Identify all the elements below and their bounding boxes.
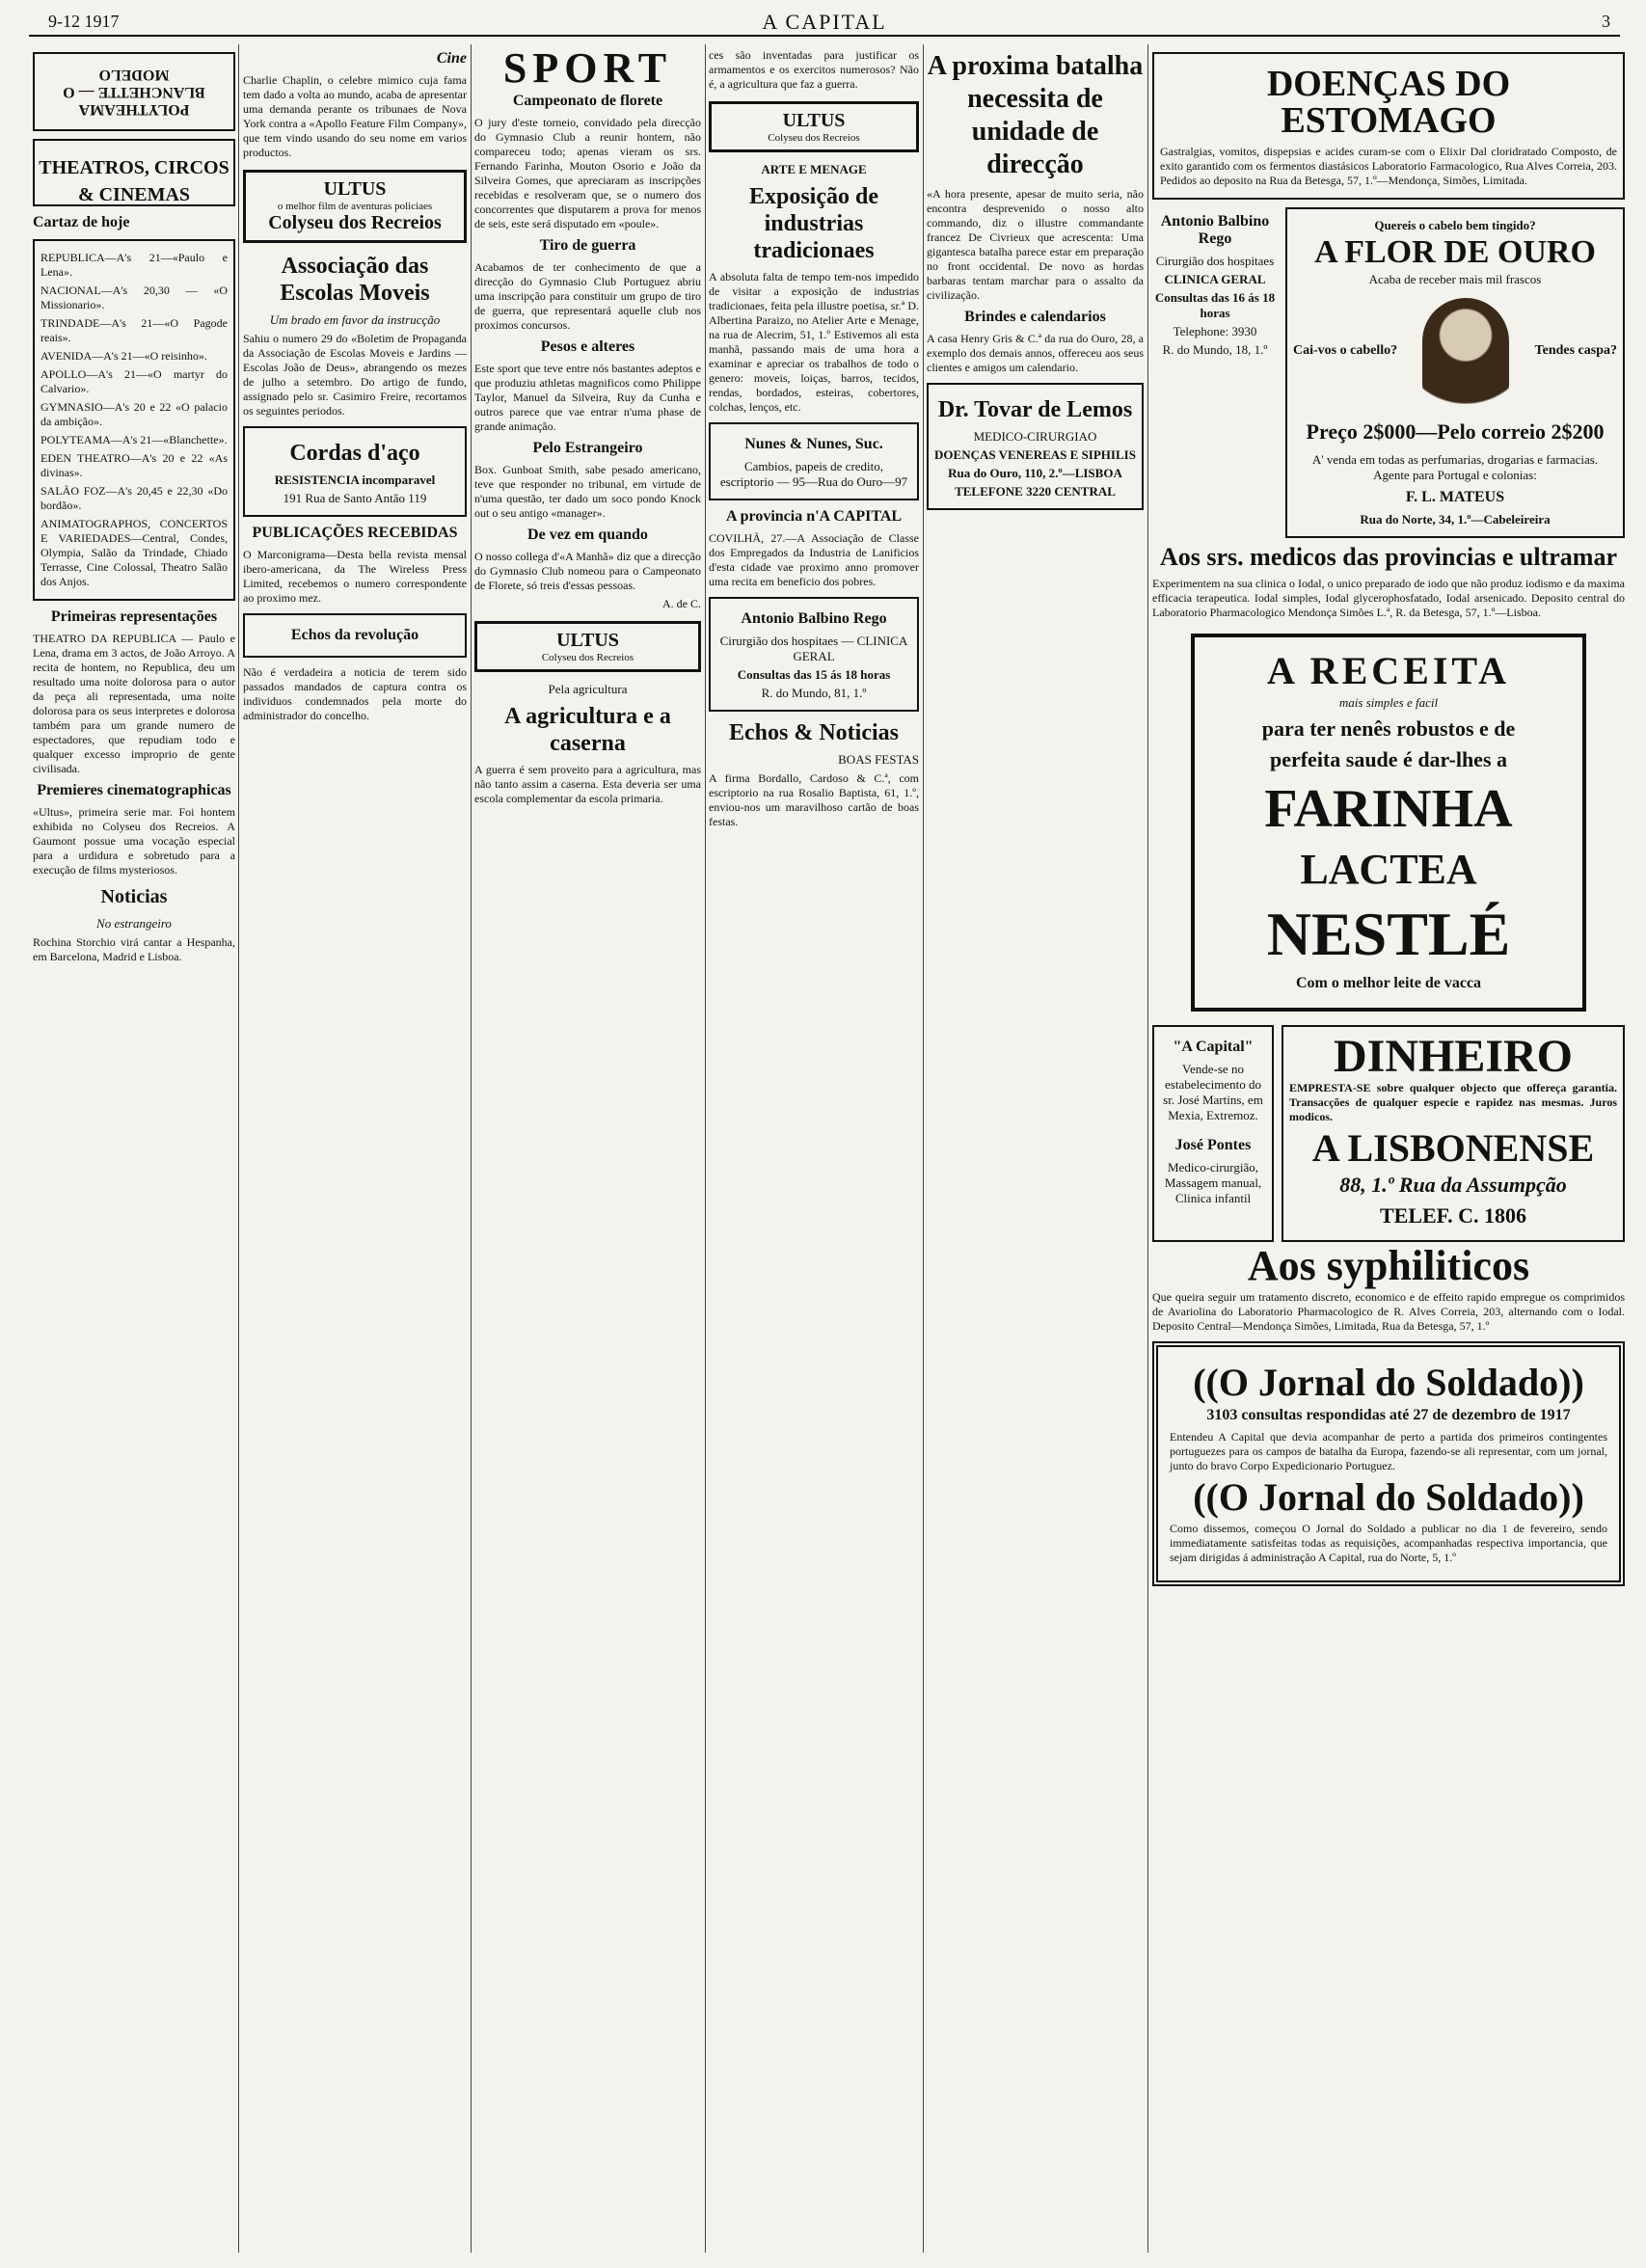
estrangeiro-heading: Pelo Estrangeiro [532,440,643,456]
page-number: 3 [1602,12,1610,31]
echos-heading: Echos & Noticias [729,720,899,745]
cordas-subtitle: RESISTENCIA incomparavel [274,472,436,487]
soldado-title-2: ((O Jornal do Soldado)) [1193,1475,1584,1519]
column-2 [243,44,467,2253]
signature: A. de C. [662,597,701,610]
tovar-address: Rua do Ouro, 110, 2.º—LISBOA [948,466,1122,480]
balbino-side-clinic: CLINICA GERAL [1164,272,1266,286]
listing-item: SALÃO FOZ—A's 20,45 e 22,30 «Do bordão». [40,484,228,512]
estomago-text: Gastralgias, vomitos, dispepsias e acides curam-se com o Elixir Dal cloridratado Composto, de exito garantido com os fermentos diastásicos Laboratorio Farmacologico, Rua Alves Correia, 203. Pedidos ao deposito na Rua da Betesga, 57, 1.º—Mendonça, Simões, Limitada. [1160,145,1617,187]
listing-item: TRINDADE—A's 21—«O Pagode reais». [40,316,228,344]
theatres-title: THEATROS, CIRCOS & CINEMAS [39,157,229,205]
tovar-subtitle: MEDICO-CIRURGIAO [973,429,1097,444]
estomago-title: DOENÇAS DO ESTOMAGO [1266,64,1511,141]
column-rule [705,44,706,2253]
syphiliticos-text: Que queira seguir um tratamento discreto, economico e de effeito rapido empregue os comprimidos de Avariolina do Laboratorio Pharmacologico de R. Alves Correia, 203, alternando com o Iodal. Deposito Central—Mendonça Simões, Limitada, Rua da Betesga, 57, 1.º [1152,1290,1625,1333]
batalha-title: A proxima batalha necessita de unidade de direcção [927,51,1144,179]
publicacoes-heading: PUBLICAÇÕES RECEBIDAS [252,525,458,541]
nunes-title: Nunes & Nunes, Suc. [744,436,883,452]
echos-revolucao-box [243,613,467,658]
nunes-subtitle: Cambios, papeis de credito, escriptorio — 95—Rua do Ouro—97 [719,459,908,489]
top-text: ces são inventadas para justificar os armamentos e os exercitos numerosos? Não é, a agricultura que faz a guerra. [709,48,919,91]
balbino-hours: Consultas das 15 ás 18 horas [737,667,891,682]
ultus-ad [243,170,467,243]
flor-left-text: Cai-vos o cabello? [1293,343,1398,358]
tiro-text: Acabamos de ter conhecimento de que a direcção do Gymnasio Club Portuguez abriu uma inscripção para constituir um grupo de tiro de guerra, que representará aquelle club nos proximos concursos. [474,260,701,332]
pontes-subtitle: Medico-cirurgião, Massagem manual, Clinica infantil [1164,1160,1262,1205]
column-6 [1152,44,1625,2253]
flor-subtitle: Acaba de receber mais mil frascos [1368,272,1542,286]
pontes-name: José Pontes [1174,1137,1252,1153]
theatres-banner [33,139,235,206]
agric-heading: Pela agricultura [548,682,628,696]
flor-address: Rua do Norte, 34, 1.º—Cabeleireira [1360,512,1551,526]
ultus-note: o melhor film de aventuras policiaes [277,201,433,212]
soldado-title: ((O Jornal do Soldado)) [1193,1361,1584,1404]
noticias-heading: Noticias [100,886,168,907]
flor-row [1152,207,1625,538]
devez-heading: De vez em quando [527,526,648,543]
woman-portrait-icon [1422,298,1509,404]
tiro-heading: Tiro de guerra [539,237,636,254]
balbino-address: R. do Mundo, 81, 1.º [761,686,867,700]
dinheiro-text: EMPRESTA-SE sobre qualquer objecto que offereça garantia. Transacções de qualquer especie e rapidez nas mesmas. Juros modicos. [1289,1081,1617,1123]
page-header [29,8,1620,37]
expo-text: A absoluta falta de tempo tem-nos impedido de visitar a exposição de industrias tradicionaes, feita pela illustre poetisa, sr.ª D. Albertina Paraizo, no Atelier Arte e Menage, na rua de Alecrim, 51, 1.º Estivemos ali esta manhã, passando mais de uma hora a examinar e apreciar os trabalhos de todo o genero: moveis, loiças, barros, tecidos, rendas, bordados, esteiras, cobertores, colchas, lenços, etc. [709,270,919,414]
listing-item: AVENIDA—A's 21—«O reisinho». [40,349,207,363]
primeiras-text: THEATRO DA REPUBLICA — Paulo e Lena, drama em 3 actos, de João Arroyo. A recita de hontem, no Republica, deu um resultado uma noite dolorosa para o autor da peça ali representada, uma noite dolorosa para os seus interpretes e dolorosa também para um grande numero de espectadores, que repudiam todo e qualquer excesso improprio de gente civilisada. [33,632,235,775]
cordas-address: 191 Rua de Santo Antão 119 [283,491,427,505]
dinheiro-row [1152,1025,1625,1242]
listing-item: REPUBLICA—A's 21—«Paulo e Lena». [40,251,228,279]
flor-middle [1293,290,1617,412]
expo-title: Exposição de industrias tradicionaes [748,184,878,263]
balbino-side-ad [1152,207,1278,538]
issue-date: 9-12 1917 [48,12,120,31]
balbino-side-name: Antonio Balbino Rego [1160,213,1270,247]
agric-title: A agricultura e a caserna [504,704,671,756]
column-3 [474,44,701,2253]
flor-question: Quereis o cabelo bem tingido? [1374,218,1536,232]
assoc-title: Associação das Escolas Moveis [280,254,430,306]
column-5 [927,44,1144,2253]
ultus-venue: Colyseu dos Recreios [541,652,634,663]
balbino-side-telephone: Telephone: 3930 [1173,324,1257,338]
ad-polytheama-text: POLYTHEAMA BLANCHETTE — O MODELO [63,67,205,118]
syphiliticos-title: Aos syphiliticos [1247,1242,1530,1289]
flor-right-text: Tendes caspa? [1534,343,1617,358]
column-rule [923,44,924,2253]
cine-heading: Cine [436,50,467,67]
column-4 [709,44,919,2253]
ultus-venue: Colyseu dos Recreios [768,132,860,144]
lisbonense-ad [1282,1025,1625,1242]
florete-heading: Campeonato de florete [512,93,663,109]
balbino-side-address: R. do Mundo, 18, 1.º [1162,342,1268,357]
cinema-text: «Ultus», primeira serie mar. Foi hontem exhibida no Colyseu dos Recreios. A Gaumont possue uma vocação especial para a urdidura e sobretudo para a execução de films mysteriosos. [33,805,235,877]
listing-item: POLYTEAMA—A's 21—«Blanchette». [40,433,228,446]
column-rule [471,44,472,2253]
capital-sale-text: Vende-se no estabelecimento do sr. José Martins, em Mexia, Extremoz. [1163,1062,1263,1122]
devez-text: O nosso collega d'«A Manhã» diz que a direcção do Gymnasio Club nomeou para o Campeonato de Florete, só treis d'essas pessoas. [474,550,701,592]
arte-heading: ARTE E MENAGE [761,162,867,176]
ultus-ad [709,101,919,152]
provincia-text: COVILHÃ, 27.—A Associação de Classe dos Empregados da Industria de Lanificios d'esta cidade vae proximo anno promover uma recita em beneficio dos pobres. [709,531,919,588]
soldado-count: 3103 consultas respondidas até 27 de dezembro de 1917 [1206,1407,1571,1423]
capital-sale-ad [1152,1025,1274,1242]
ultus-ad [474,621,701,672]
farinha-word: FARINHA [1264,779,1513,839]
pesos-text: Este sport que teve entre nós bastantes adeptos e que produziu athletas magnificos como Philippe Taylor, Manuel da Silveira, Ruy da Cunha e outros parece que vae entrar n'uma phase de grande animação. [474,362,701,433]
listing-item: APOLLO—A's 21—«O martyr do Calvario». [40,367,228,395]
sport-title: SPORT [502,44,673,92]
balbino-subtitle: Cirurgião dos hospitaes — CLINICA GERAL [719,634,908,663]
tovar-specialty: DOENÇAS VENEREAS E SIPHILIS [934,447,1136,462]
lactea-word: LACTEA [1300,846,1477,893]
echos-revolucao-text: Não é verdadeira a noticia de terem sido passados mandados de captura contra os individuos condemnados pela morte do administrador do concelho. [243,665,467,722]
assoc-text: Sahiu o numero 29 do «Boletim de Propaganda da Associação de Escolas Moveis e Jardins — Escolas João de Deus», abrangendo os mezes de julho a setembro. Do artigo de fundo, assignado pelo sr. Casimiro Freire, recortamos os seguintes periodos. [243,332,467,418]
listing-item: EDEN THEATRO—A's 20 e 22 «As divinas». [40,451,228,479]
receita-line-2: perfeita saude é dar-lhes a [1269,747,1508,771]
medicos-title: Aos srs. medicos das provincias e ultramar [1159,543,1617,571]
soldado-text: Entendeu A Capital que devia acompanhar de perto a partida dos primeiros contingentes portuguezes para os campos de batalha da Europa, fazendo-se ali representar, com um jornal, junto do bravo Corpo Expedicionario Portuguez. [1170,1430,1607,1472]
noticias-subheading: No estrangeiro [96,916,172,931]
ad-polytheama [33,52,235,131]
lisbonense-address: 88, 1.º Rua da Assumpção [1339,1173,1567,1197]
nestle-word: NESTLÉ [1266,900,1511,968]
lisbonense-telephone: TELEF. C. 1806 [1379,1203,1526,1228]
receita-footer: Com o melhor leite de vacca [1295,975,1482,991]
tovar-name: Dr. Tovar de Lemos [937,397,1133,422]
cinema-heading: Premieres cinematographicas [37,782,231,798]
flor-price: Preço 2$000—Pelo correio 2$200 [1306,419,1605,444]
brindes-heading: Brindes e calendarios [964,309,1106,325]
primeiras-heading: Primeiras representações [50,608,218,625]
cordas-title: Cordas d'aço [289,441,420,466]
column-rule [1147,44,1148,2253]
agric-text: A guerra é sem proveito para a agricultura, mas não tanto assim a caserna. Esta deveria ser uma escola complementar da escola primaria. [474,763,701,805]
balbino-name: Antonio Balbino Rego [741,610,887,627]
ultus-venue: Colyseu dos Recreios [268,212,442,233]
ultus-title: ULTUS [782,110,846,131]
balbino-side-hours: Consultas das 16 ás 18 horas [1154,290,1276,320]
balbino-ad [709,597,919,712]
column-rule [238,44,239,2253]
flor-agent: F. L. MATEUS [1405,489,1505,505]
capital-sale-title: "A Capital" [1173,1039,1254,1055]
listings-box [33,239,235,601]
flor-title: A FLOR DE OURO [1314,234,1596,270]
dinheiro-title: DINHEIRO [1333,1031,1574,1082]
cordas-ad [243,426,467,517]
noticias-text: Rochina Storchio virá cantar a Hespanha, em Barcelona, Madrid e Lisboa. [33,935,235,963]
brindes-text: A casa Henry Gris & C.ª da rua do Ouro, 28, a exemplo dos demais annos, offereceu aos seus clientes e amigos um calendario. [927,332,1144,374]
soldado-ad [1152,1341,1625,1586]
receita-line-1: para ter nenês robustos e de [1261,716,1516,741]
listing-item: ANIMATOGRAPHOS, CONCERTOS E VARIEDADES—Central, Condes, Olympia, Salão da Trindade, Chiado Terrasse, Cine Colossal, Theatro Salão dos Anjos. [40,517,228,588]
masthead: A CAPITAL [762,10,887,34]
ultus-title: ULTUS [323,178,387,200]
tovar-ad [927,383,1144,510]
estomago-ad [1152,52,1625,200]
receita-title: A RECEITA [1267,649,1510,692]
pesos-heading: Pesos e alteres [540,338,635,355]
cartaz-heading: Cartaz de hoje [33,214,130,230]
publicacoes-text: O Marconigrama—Desta bella revista mensal ibero-americana, da The Wireless Press Limited, recebemos o numero correspondente ao proximo mez. [243,548,467,605]
chaplin-text: Charlie Chaplin, o celebre mimico cuja fama tem dado a volta ao mundo, acaba de apresentar uma demanda perante os tribunaes de Nova York contra a «Apollo Feature Film Company», que tem vindo usando do seu nome em varios productos. [243,73,467,159]
receita-subtitle: mais simples e facil [1338,695,1439,710]
balbino-side-subtitle: Cirurgião dos hospitaes [1155,254,1275,268]
tovar-telephone: TELEFONE 3220 CENTRAL [955,484,1116,499]
medicos-text: Experimentem na sua clinica o Iodal, o unico preparado de iodo que não produz iodismo e da maxima efficacia terapeutica. Iodal simples, Iodal glycerophosfatado, Iodal arsenicado. Deposito central do Laboratorio Pharmacologico Mendonça Simões L.ª, R. da Betesga, 57, 1.º—Lisboa. [1152,577,1625,619]
echos-revolucao-title: Echos da revolução [290,627,419,643]
nestle-ad [1191,634,1586,1012]
lisbonense-title: A LISBONENSE [1311,1126,1595,1170]
ultus-title: ULTUS [556,630,619,651]
florete-text: O jury d'este torneio, convidado pela direcção do Gymnasio Club a reunir hontem, não compareceu todo; apenas vieram os srs. Fernando Farinha, Mouton Osorio e João da Silveira Gomes, que apreciaram as inscripções recebidas e resolveram que, se o numero dos concorrentes que disputarem a prova for menos de seis, este será disputado em «poule». [474,116,701,230]
flor-de-ouro-ad [1285,207,1625,538]
assoc-subtitle: Um brado em favor da instrucção [269,312,441,327]
column-1 [33,44,235,2253]
soldado-text-2: Como dissemos, começou O Jornal do Soldado a publicar no dia 1 de fevereiro, sendo immediatamente satisfeitas todas as requisições, acompanhadas respectiva importancia, que sejam dirigidas á administração A Capital, rua do Norte, 5, 1.º [1170,1522,1607,1564]
box-text: Box. Gunboat Smith, sabe pesado americano, teve que responder no tribunal, em virtude de n'uma questão, ter dado um soco pondo Knock out o seu antigo «manager». [474,463,701,520]
flor-note: A' venda em todas as perfumarias, drogarias e farmacias. Agente para Portugal e colonias: [1311,452,1599,482]
listing-item: GYMNASIO—A's 20 e 22 «O palacio da ambição». [40,400,228,428]
nunes-ad [709,422,919,500]
boas-festas: BOAS FESTAS [838,752,919,767]
echos-text: A firma Bordallo, Cardoso & C.ª, com escriptorio na rua Rosalio Baptista, 61, 1.º, enviou-nos um maravilhoso cartão de boas festas. [709,771,919,828]
batalha-text: «A hora presente, apesar de muito seria, não encontra desprevenido o nosso alto commando, diz o illustre commandante francez De Civrieux que acrescenta: Uma gigantesca batalha parece estar em preparação no front occidental. De novo as hordas barbaras tentam marchar para o assalto da civilização. [927,187,1144,302]
provincia-heading: A provincia n'A CAPITAL [725,508,903,525]
listing-item: NACIONAL—A's 20,30 — «O Missionario». [40,284,228,311]
